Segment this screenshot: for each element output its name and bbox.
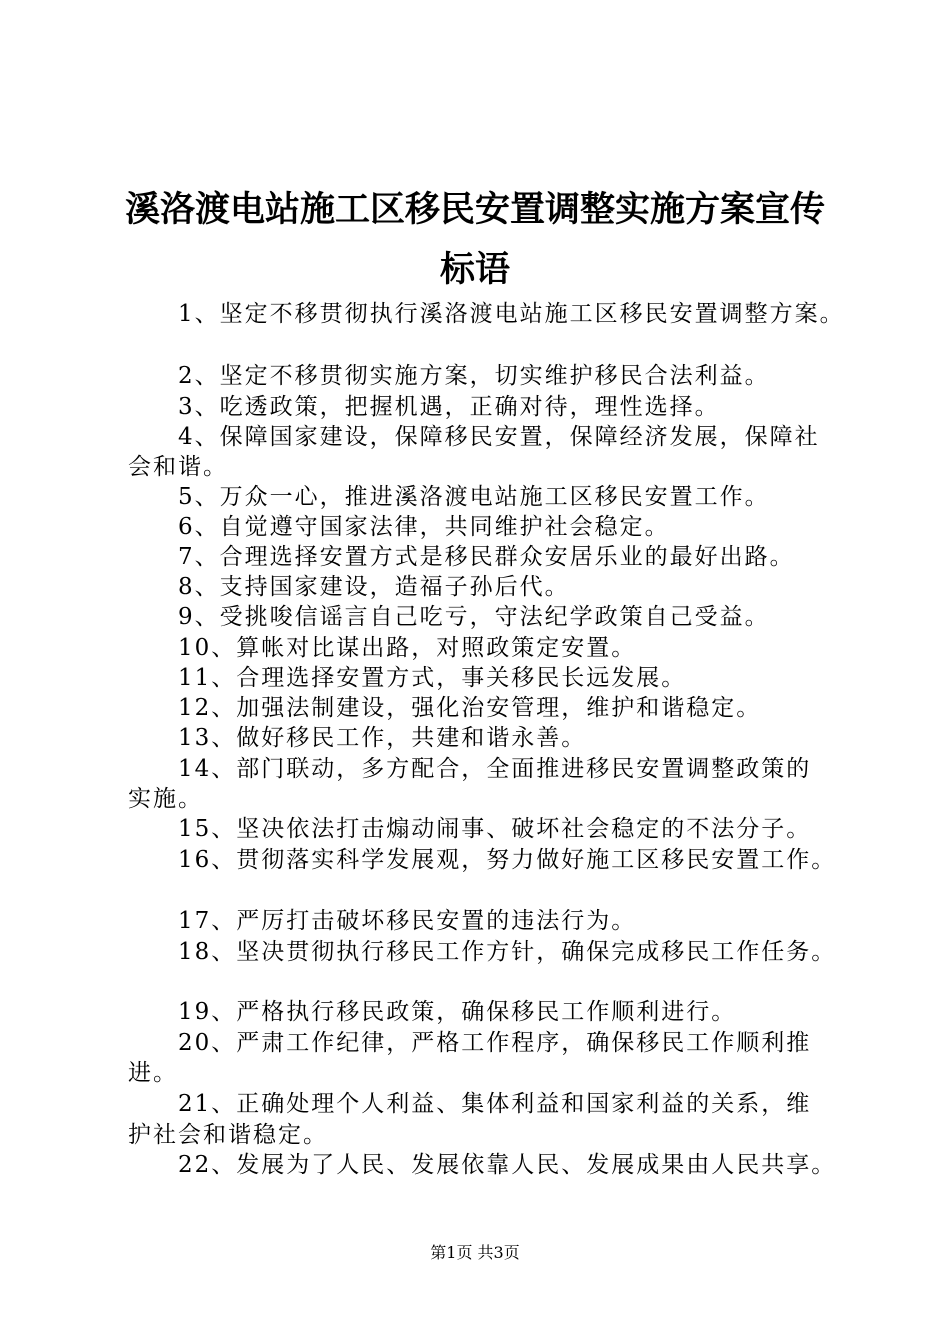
slogan-line: 11、合理选择安置方式，事关移民长远发展。 bbox=[178, 665, 687, 691]
slogan-line-continuation: 护社会和谐稳定。 bbox=[128, 1122, 328, 1148]
page-number-footer: 第1页 共3页 bbox=[430, 1243, 520, 1262]
slogan-line: 12、加强法制建设，强化治安管理，维护和谐稳定。 bbox=[178, 695, 762, 721]
page-title-line-1: 溪洛渡电站施工区移民安置调整实施方案宣传 bbox=[124, 189, 825, 230]
slogan-line: 2、坚定不移贯彻实施方案，切实维护移民合法利益。 bbox=[178, 363, 770, 389]
slogan-line: 17、严厉打击破坏移民安置的违法行为。 bbox=[178, 908, 637, 934]
slogan-line: 20、严肃工作纪律，严格工作程序，确保移民工作顺利推 bbox=[178, 1030, 812, 1056]
slogan-line: 18、坚决贯彻执行移民工作方针，确保完成移民工作任务。 bbox=[178, 939, 837, 965]
slogan-line: 3、吃透政策，把握机遇，正确对待，理性选择。 bbox=[178, 394, 720, 420]
slogan-line: 13、做好移民工作，共建和谐永善。 bbox=[178, 725, 587, 751]
slogan-line: 19、严格执行移民政策，确保移民工作顺利进行。 bbox=[178, 999, 737, 1025]
slogan-line: 21、正确处理个人利益、集体利益和国家利益的关系，维 bbox=[178, 1091, 812, 1117]
slogan-line: 22、发展为了人民、发展依靠人民、发展成果由人民共享。 bbox=[178, 1152, 837, 1178]
slogan-line: 14、部门联动，多方配合，全面推进移民安置调整政策的 bbox=[178, 756, 812, 782]
slogan-line: 16、贯彻落实科学发展观，努力做好施工区移民安置工作。 bbox=[178, 847, 837, 873]
slogan-line: 4、保障国家建设，保障移民安置，保障经济发展，保障社 bbox=[178, 424, 820, 450]
slogan-line: 10、算帐对比谋出路，对照政策定安置。 bbox=[178, 635, 637, 661]
slogan-line: 15、坚决依法打击煽动闹事、破坏社会稳定的不法分子。 bbox=[178, 816, 812, 842]
slogan-line: 7、合理选择安置方式是移民群众安居乐业的最好出路。 bbox=[178, 544, 795, 570]
slogan-line: 9、受挑唆信谣言自己吃亏，守法纪学政策自己受益。 bbox=[178, 604, 770, 630]
slogan-line-continuation: 进。 bbox=[128, 1060, 178, 1086]
slogan-line: 8、支持国家建设，造福子孙后代。 bbox=[178, 574, 570, 600]
slogan-line: 1、坚定不移贯彻执行溪洛渡电站施工区移民安置调整方案。 bbox=[178, 301, 845, 327]
page-title-line-2: 标语 bbox=[439, 249, 510, 290]
slogan-line: 5、万众一心，推进溪洛渡电站施工区移民安置工作。 bbox=[178, 484, 770, 510]
slogan-line: 6、自觉遵守国家法律，共同维护社会稳定。 bbox=[178, 514, 670, 540]
slogan-line-continuation: 实施。 bbox=[128, 786, 203, 812]
slogan-line-continuation: 会和谐。 bbox=[128, 454, 228, 480]
